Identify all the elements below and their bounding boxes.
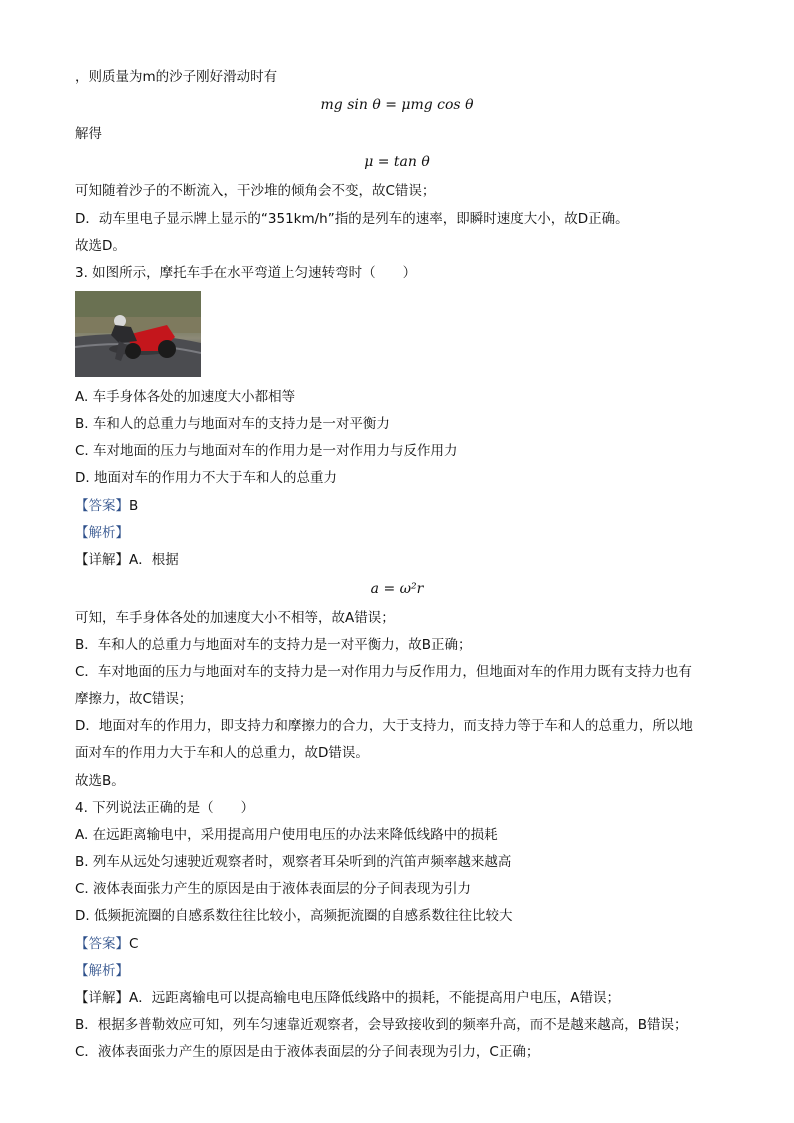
formula: mg sin θ = μmg cos θ (320, 97, 474, 113)
answer-3 (75, 497, 138, 515)
text-line: B．车和人的总重力与地面对车的支持力是一对平衡力，故B正确； (75, 637, 472, 653)
text-line: 故选D。 (75, 238, 126, 254)
motorcycle-image (75, 291, 201, 377)
motorcycle-photo (75, 291, 201, 377)
answer-label: 【答案】 (75, 498, 129, 514)
text-line: 摩擦力，故C错误； (75, 691, 193, 707)
analysis-label: 【解析】 (75, 525, 129, 541)
text-line: C．车对地面的压力与地面对车的支持力是一对作用力与反作用力，但地面对车的作用力既有支持力也有 (75, 664, 692, 680)
text-line: 可知随着沙子的不断流入，干沙堆的倾角会不变，故C错误； (75, 183, 436, 199)
option-4b: B. 列车从远处匀速驶近观察者时，观察者耳朵听到的汽笛声频率越来越高 (75, 854, 512, 870)
text-line: 面对车的作用力大于车和人的总重力，故D错误。 (75, 745, 369, 761)
text-line: B．根据多普勒效应可知，列车匀速靠近观察者，会导致接收到的频率升高，而不是越来越高，B错误； (75, 1017, 688, 1033)
text-line: D．动车里电子显示牌上显示的“351km/h”指的是列车的速率，即瞬时速度大小，故D正确。 (75, 211, 629, 227)
question-3: 3. 如图所示，摩托车手在水平弯道上匀速转弯时（ ） (75, 265, 417, 281)
option-3a: A. 车手身体各处的加速度大小都相等 (75, 389, 296, 405)
option-4d: D. 低频扼流圈的自感系数往往比较小，高频扼流圈的自感系数往往比较大 (75, 908, 513, 924)
text-line: ，则质量为m的沙子刚好滑动时有 (75, 69, 278, 85)
detail-3 (75, 551, 179, 569)
text-line: 解得 (75, 126, 102, 142)
text-line: 可知，车手身体各处的加速度大小不相等，故A错误； (75, 610, 395, 626)
detail-4 (75, 989, 620, 1007)
option-3b: B. 车和人的总重力与地面对车的支持力是一对平衡力 (75, 416, 390, 432)
question-4: 4. 下列说法正确的是（ ） (75, 800, 255, 816)
answer-value: C (129, 936, 139, 952)
text-line: C．液体表面张力产生的原因是由于液体表面层的分子间表现为引力，C正确； (75, 1044, 540, 1060)
detail-label: 【详解】 (75, 552, 129, 568)
formula: μ = tan θ (364, 154, 430, 170)
detail-text: A．根据 (129, 552, 179, 568)
option-3c: C. 车对地面的压力与地面对车的作用力是一对作用力与反作用力 (75, 443, 458, 459)
text-line: D．地面对车的作用力，即支持力和摩擦力的合力，大于支持力，而支持力等于车和人的总重力，所以地 (75, 718, 693, 734)
answer-value: B (129, 498, 139, 514)
analysis-label: 【解析】 (75, 963, 129, 979)
option-4c: C. 液体表面张力产生的原因是由于液体表面层的分子间表现为引力 (75, 881, 472, 897)
detail-label: 【详解】 (75, 990, 129, 1006)
text-line: 故选B。 (75, 773, 125, 789)
detail-text: A．远距离输电可以提高输电电压降低线路中的损耗，不能提高用户电压，A错误； (129, 990, 620, 1006)
answer-4 (75, 935, 138, 953)
option-4a: A. 在远距离输电中，采用提高用户使用电压的办法来降低线路中的损耗 (75, 827, 498, 843)
option-3d: D. 地面对车的作用力不大于车和人的总重力 (75, 470, 337, 486)
formula: a = ω²r (370, 581, 424, 597)
answer-label: 【答案】 (75, 936, 129, 952)
